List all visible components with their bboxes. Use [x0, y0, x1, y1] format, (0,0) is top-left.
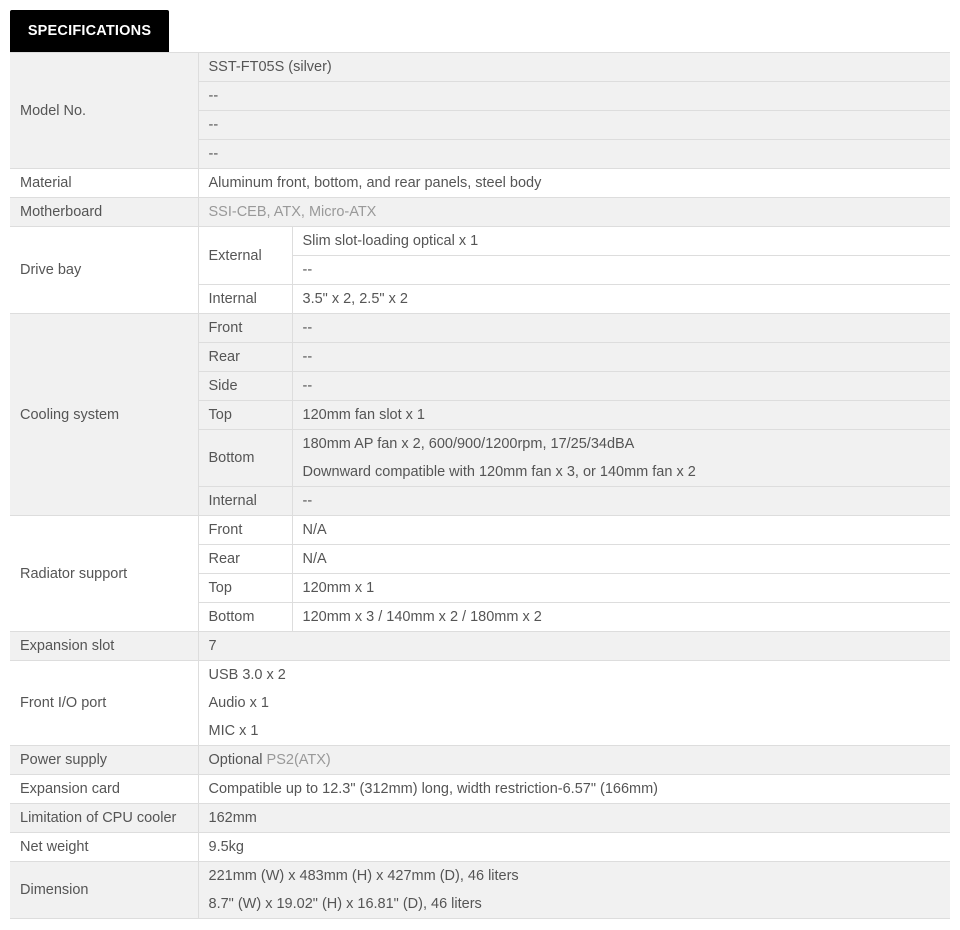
cooling-rear-label: Rear — [198, 343, 292, 372]
radiator-bottom-value: 120mm x 3 / 140mm x 2 / 180mm x 2 — [292, 603, 950, 632]
table-row — [10, 661, 950, 746]
net-weight-value: 9.5kg — [198, 833, 950, 862]
tab-bar — [0, 0, 960, 52]
table-row — [10, 314, 950, 343]
cooling-internal-label: Internal — [198, 487, 292, 516]
row-label-power-supply: Power supply — [10, 746, 198, 775]
cooling-front-label: Front — [198, 314, 292, 343]
cooling-bottom-line: 180mm AP fan x 2, 600/900/1200rpm, 17/25/34dBA — [302, 436, 635, 452]
material-value: Aluminum front, bottom, and rear panels, steel body — [198, 169, 950, 198]
table-row — [10, 169, 950, 198]
row-label-drive-bay: Drive bay — [10, 227, 198, 314]
radiator-rear-value: N/A — [292, 545, 950, 574]
power-supply-prefix: Optional — [208, 752, 267, 768]
drive-bay-external-label: External — [198, 227, 292, 285]
front-io-line: MIC x 1 — [208, 723, 259, 739]
row-label-motherboard: Motherboard — [10, 198, 198, 227]
table-row — [10, 775, 950, 804]
radiator-rear-label: Rear — [198, 545, 292, 574]
model-value: SST-FT05S (silver) — [198, 53, 950, 82]
drive-bay-external-value: -- — [292, 256, 950, 285]
cooling-bottom-value — [292, 430, 950, 487]
cooling-top-value: 120mm fan slot x 1 — [292, 401, 950, 430]
cooling-internal-value: -- — [292, 487, 950, 516]
front-io-line: Audio x 1 — [208, 695, 269, 711]
expansion-slot-value: 7 — [198, 632, 950, 661]
front-io-line: USB 3.0 x 2 — [208, 667, 286, 683]
table-row — [10, 198, 950, 227]
row-label-dimension: Dimension — [10, 862, 198, 919]
row-label-cpu-cooler: Limitation of CPU cooler — [10, 804, 198, 833]
power-supply-value — [198, 746, 950, 775]
cooling-side-value: -- — [292, 372, 950, 401]
cooling-bottom-label: Bottom — [198, 430, 292, 487]
row-label-net-weight: Net weight — [10, 833, 198, 862]
row-label-model: Model No. — [10, 53, 198, 169]
table-row — [10, 746, 950, 775]
tab-specifications[interactable]: SPECIFICATIONS — [10, 10, 169, 52]
model-value: -- — [198, 111, 950, 140]
model-value: -- — [198, 140, 950, 169]
cooling-rear-value: -- — [292, 343, 950, 372]
cooling-top-label: Top — [198, 401, 292, 430]
table-row — [10, 804, 950, 833]
drive-bay-internal-value: 3.5" x 2, 2.5" x 2 — [292, 285, 950, 314]
table-row — [10, 227, 950, 256]
cpu-cooler-value: 162mm — [198, 804, 950, 833]
radiator-top-label: Top — [198, 574, 292, 603]
model-value: -- — [198, 82, 950, 111]
dimension-value — [198, 862, 950, 919]
dimension-line: 221mm (W) x 483mm (H) x 427mm (D), 46 liters — [208, 868, 519, 884]
motherboard-value[interactable]: SSI-CEB, ATX, Micro-ATX — [198, 198, 950, 227]
table-row — [10, 516, 950, 545]
drive-bay-external-value: Slim slot-loading optical x 1 — [292, 227, 950, 256]
row-label-material: Material — [10, 169, 198, 198]
front-io-value — [198, 661, 950, 746]
table-row — [10, 833, 950, 862]
row-label-front-io: Front I/O port — [10, 661, 198, 746]
drive-bay-internal-label: Internal — [198, 285, 292, 314]
row-label-expansion-slot: Expansion slot — [10, 632, 198, 661]
radiator-front-value: N/A — [292, 516, 950, 545]
radiator-front-label: Front — [198, 516, 292, 545]
row-label-expansion-card: Expansion card — [10, 775, 198, 804]
table-row — [10, 53, 950, 82]
cooling-side-label: Side — [198, 372, 292, 401]
table-row — [10, 632, 950, 661]
cooling-front-value: -- — [292, 314, 950, 343]
expansion-card-value: Compatible up to 12.3" (312mm) long, width restriction-6.57" (166mm) — [198, 775, 950, 804]
specifications-table — [10, 52, 950, 919]
dimension-line: 8.7" (W) x 19.02" (H) x 16.81" (D), 46 liters — [208, 896, 482, 912]
table-row — [10, 862, 950, 919]
power-supply-link[interactable]: PS2(ATX) — [266, 752, 331, 768]
cooling-bottom-line: Downward compatible with 120mm fan x 3, or 140mm fan x 2 — [302, 464, 696, 480]
row-label-cooling: Cooling system — [10, 314, 198, 516]
row-label-radiator: Radiator support — [10, 516, 198, 632]
radiator-top-value: 120mm x 1 — [292, 574, 950, 603]
radiator-bottom-label: Bottom — [198, 603, 292, 632]
